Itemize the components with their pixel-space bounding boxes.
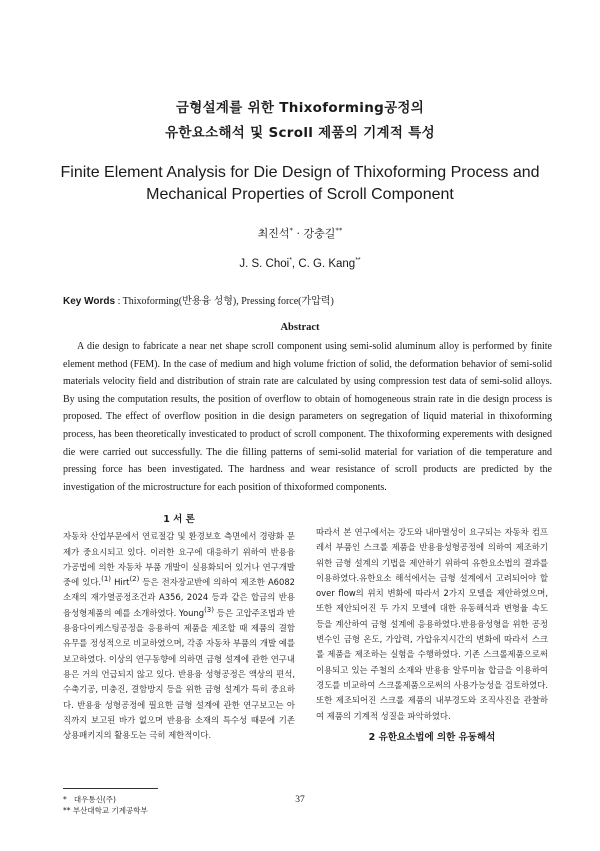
para1-part-a: 자동차 산업부문에서 연료절감 및 환경보호 측면에서 경량화 문제가 중요시되고 있다. 이러한 요구에 대응하기 위하여 반용융 가공법에 의한 자동차 부품 개발이 실용화되어 있거나 연구개발중에 있다.: [63, 531, 295, 588]
body-column-right: [316, 510, 548, 747]
korean-title-line-2: 유한요소해석 및 Scroll 제품의 기계적 특성: [165, 125, 435, 141]
reference-1: (1): [101, 575, 112, 584]
section-2-heading: 2 유한요소법에 의한 유동해석: [368, 731, 496, 743]
reference-2: (2): [129, 575, 140, 584]
section-1-paragraph-2: 따라서 본 연구에서는 강도와 내마멸성이 요구되는 자동차 컴프레서 부품인 스크롤 제품을 반용융성형공정에 의하여 제조하기 위한 금형 설계의 기법을 제안하기 위하여 유한요소법의 결과를 이용하였다.유한요소 해석에서는 금형 설계에서 고려되어야 할 over flow의 위치 변화에 따라서 2가지 모델을 제안하였으며, 또한 제안되어진 두 가지 모델에 대한 유동해석과 변형율 속도 등을 계산하여 금형 설계에 응용하였다.반용융성형을 위한 공정변수인 금형 온도, 가압력, 가압유지시간의 변화에 따라서 스크롤 제품을 제조하는 실험을 수행하였다. 기존 스크롤제품으로써 이용되고 있는 주철의 소재와 반용융 알루미늄 합금을 이용하여 경도를 비교하여 스크롤제품으로써의 사용가능성을 검토하였다. 또한 제조되어진 스크롤 제품의 내부경도와 조직사진을 관찰하여 제품의 기계적 성질을 파악하였다.: [316, 527, 548, 721]
abstract-heading: Abstract: [280, 322, 320, 333]
footnote-2-mark: **: [63, 806, 71, 815]
footnote-1-text: 대우통신(주): [73, 795, 116, 804]
author-separator: ·: [293, 227, 304, 240]
para1-part-c: 등은 전자장교반에 의하여 제조한 A6082 소재의 재가열공정조건과 A356, 2024 등과 같은 합금의 반용융성형제품의 예를 소개하였다. Young: [63, 577, 295, 618]
para1-part-b: Hirt: [111, 577, 130, 588]
keywords-text: : Thixoforming(반용융 성형), Pressing force(가압력): [115, 296, 334, 307]
author-a-english-mark: *: [289, 257, 292, 265]
author-a-korean: 최진석: [257, 227, 290, 240]
author-b-mark: **: [335, 226, 343, 235]
body-column-left: [63, 512, 295, 743]
keywords: [63, 292, 334, 307]
abstract-body: [63, 338, 552, 496]
page-number: 37: [295, 795, 305, 805]
reference-3: (3): [204, 605, 214, 614]
korean-title-line-1: 금형설계를 위한 Thixoforming공정의: [175, 100, 425, 116]
author-b-english: C. G. Kang: [298, 258, 356, 270]
section-1-heading: 1 서 론: [163, 514, 195, 525]
authors-korean: [0, 225, 600, 241]
english-title-line-1: Finite Element Analysis for Die Design of Thixoforming Process and: [60, 164, 540, 181]
english-title-line-2: Mechanical Properties of Scroll Component: [146, 186, 454, 203]
author-b-english-mark: **: [355, 257, 361, 265]
footnote-divider: [63, 788, 158, 789]
author-a-mark: *: [289, 226, 293, 235]
section-1-paragraph-1: [63, 529, 295, 743]
footnote-2: [63, 805, 148, 816]
author-a-english: J. S. Choi: [239, 258, 290, 270]
authors-english: [0, 258, 600, 270]
para1-part-d: 등은 고압주조법과 반용융다이케스팅공정을 응용하여 제품을 제조할 때 제품의 결함 유무를 정성적으로 비교하였으며, 각종 자동차 부품의 개발 예를 보고하였다. 이상의 연구동향에 의하면 금형 설계에 관한 연구내용은 거의 언급되지 않고 있다. 반용융 성형공정은 액상의 편석, 수축기공, 미충진, 결함방지 등을 위한 금형 설계가 특히 중요하다. 반용융 성형공정에 필요한 금형 설계에 관한 연구보고는 아직까지 보고된 바가 없으며 반용융 소재의 특수성 때문에 기존 상용패키지의 활용도는 극히 제한적이다.: [63, 607, 295, 741]
abstract-paragraph: A die design to fabricate a near net shape scroll component using semi-solid aluminum alloy is performed by finite element method (FEM). In the case of medium and high volume friction of solid, the deformation behavior of semi-solid materials velocity field and distribution of strain rate are calculated by using compression test data of semi-solid alloys. By using the computation results, the position of overflow to obtain of homogeneous strain rate in die design process is proposed. The effect of overflow position in die design parameters on segregation of liquid material in thixoforming process, has been theoretically investicated to product of scroll component. The thixoforming experements with designed die were carried out successfully. The die filling patterns of semi-solid material for variation of die temperature and pressing force has been investigated. The hardness and wear resistance of scroll products are predicted by the investigation of the microstructure for each position of thixoformed components.: [63, 341, 552, 493]
author-b-korean: 강충길: [303, 227, 336, 240]
column-continuation-spacer: [316, 510, 548, 525]
author-english-separator: ,: [291, 258, 299, 270]
footnote-1-mark: *: [63, 795, 67, 804]
footnote-2-text: 부산대학교 기계공학부: [72, 806, 148, 815]
keywords-label: Key Words: [63, 296, 116, 307]
